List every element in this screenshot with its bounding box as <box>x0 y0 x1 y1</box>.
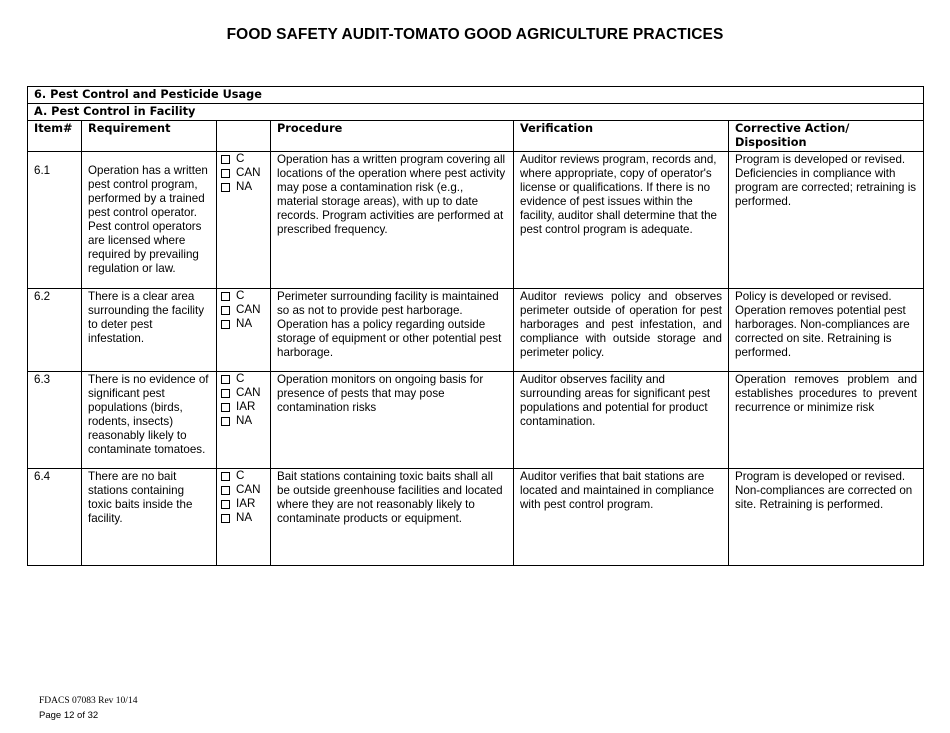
option-iar[interactable]: IAR <box>221 497 266 511</box>
corrective-cell: Program is developed or revised. Non-compliances are corrected on site. Retraining is performed. <box>729 469 924 566</box>
corrective-cell: Program is developed or revised. Deficiencies in compliance with program are corrected; retraining is performed. <box>729 152 924 289</box>
table-row <box>28 469 924 566</box>
requirement-cell: There is no evidence of significant pest populations (birds, rodents, insects) reasonably likely to contaminate tomatoes. <box>82 372 217 469</box>
option-can[interactable]: CAN <box>221 166 266 180</box>
checkbox-icon[interactable] <box>221 472 230 481</box>
option-na[interactable]: NA <box>221 317 266 331</box>
header-verification: Verification <box>514 121 729 152</box>
item-number: 6.3 <box>28 372 82 469</box>
item-number: 6.4 <box>28 469 82 566</box>
item-number: 6.1 <box>28 152 82 289</box>
option-c[interactable]: C <box>221 152 266 166</box>
checkbox-icon[interactable] <box>221 486 230 495</box>
checkbox-icon[interactable] <box>221 183 230 192</box>
options-cell <box>217 469 271 566</box>
corrective-cell: Policy is developed or revised. Operation removes potential pest harborages. Non-compliances are corrected on site. Retraining is performed. <box>729 289 924 372</box>
procedure-cell: Operation has a written program covering all locations of the operation where pest activity may pose a contamination risk (e.g., material storage areas), with up to date records. Program activities are performed at prescribed frequency. <box>271 152 514 289</box>
table-row <box>28 152 924 289</box>
checkbox-icon[interactable] <box>221 169 230 178</box>
header-corrective: Corrective Action/ Disposition <box>729 121 924 152</box>
option-can[interactable]: CAN <box>221 386 266 400</box>
option-na[interactable]: NA <box>221 180 266 194</box>
document-title: FOOD SAFETY AUDIT-TOMATO GOOD AGRICULTURE PRACTICES <box>226 26 724 43</box>
section-heading: 6. Pest Control and Pesticide Usage <box>28 87 924 104</box>
requirement-cell: There is a clear area surrounding the facility to deter pest infestation. <box>82 289 217 372</box>
option-iar[interactable]: IAR <box>221 400 266 414</box>
header-item: Item# <box>28 121 82 152</box>
option-na[interactable]: NA <box>221 414 266 428</box>
requirement-cell: There are no bait stations containing toxic baits inside the facility. <box>82 469 217 566</box>
header-requirement: Requirement <box>82 121 217 152</box>
option-na[interactable]: NA <box>221 511 266 525</box>
procedure-cell: Operation monitors on ongoing basis for presence of pests that may pose contamination risks <box>271 372 514 469</box>
item-number: 6.2 <box>28 289 82 372</box>
verification-cell: Auditor observes facility and surrounding areas for significant pest populations and potential for product contamination. <box>514 372 729 469</box>
subsection-heading: A. Pest Control in Facility <box>28 104 924 121</box>
page-number: Page 12 of 32 <box>39 710 99 721</box>
option-c[interactable]: C <box>221 372 266 386</box>
checkbox-icon[interactable] <box>221 375 230 384</box>
procedure-cell: Bait stations containing toxic baits shall all be outside greenhouse facilities and located where they are not reasonably likely to contaminate products or equipment. <box>271 469 514 566</box>
checkbox-icon[interactable] <box>221 514 230 523</box>
verification-cell: Auditor verifies that bait stations are located and maintained in compliance with pest control program. <box>514 469 729 566</box>
options-cell <box>217 152 271 289</box>
audit-table <box>27 86 924 566</box>
header-procedure: Procedure <box>271 121 514 152</box>
checkbox-icon[interactable] <box>221 417 230 426</box>
table-row <box>28 372 924 469</box>
options-cell <box>217 372 271 469</box>
table-row <box>28 289 924 372</box>
option-can[interactable]: CAN <box>221 303 266 317</box>
corrective-cell: Operation removes problem and establishes procedures to prevent recurrence or minimize risk <box>729 372 924 469</box>
verification-cell: Auditor reviews program, records and, where appropriate, copy of operator's license or qualifications. If there is no evidence of pest issues within the facility, auditor shall determine that the pest control program is adequate. <box>514 152 729 289</box>
option-c[interactable]: C <box>221 469 266 483</box>
checkbox-icon[interactable] <box>221 403 230 412</box>
option-can[interactable]: CAN <box>221 483 266 497</box>
header-row <box>28 121 924 152</box>
procedure-cell: Perimeter surrounding facility is maintained so as not to provide pest harborage. Operation has a policy regarding outside storage of equipment or other potential pest harborage. <box>271 289 514 372</box>
options-cell <box>217 289 271 372</box>
checkbox-icon[interactable] <box>221 320 230 329</box>
checkbox-icon[interactable] <box>221 292 230 301</box>
checkbox-icon[interactable] <box>221 306 230 315</box>
verification-cell: Auditor reviews policy and observes perimeter outside of operation for pest harborages and pest infestation, and compliance with outside storage and perimeter policy. <box>514 289 729 372</box>
checkbox-icon[interactable] <box>221 389 230 398</box>
requirement-cell: Operation has a written pest control program, performed by a trained pest control operator. Pest control operators are licensed where required by prevailing regulation or law. <box>82 152 217 289</box>
header-options <box>217 121 271 152</box>
form-number: FDACS 07083 Rev 10/14 <box>39 696 138 706</box>
option-c[interactable]: C <box>221 289 266 303</box>
checkbox-icon[interactable] <box>221 155 230 164</box>
checkbox-icon[interactable] <box>221 500 230 509</box>
